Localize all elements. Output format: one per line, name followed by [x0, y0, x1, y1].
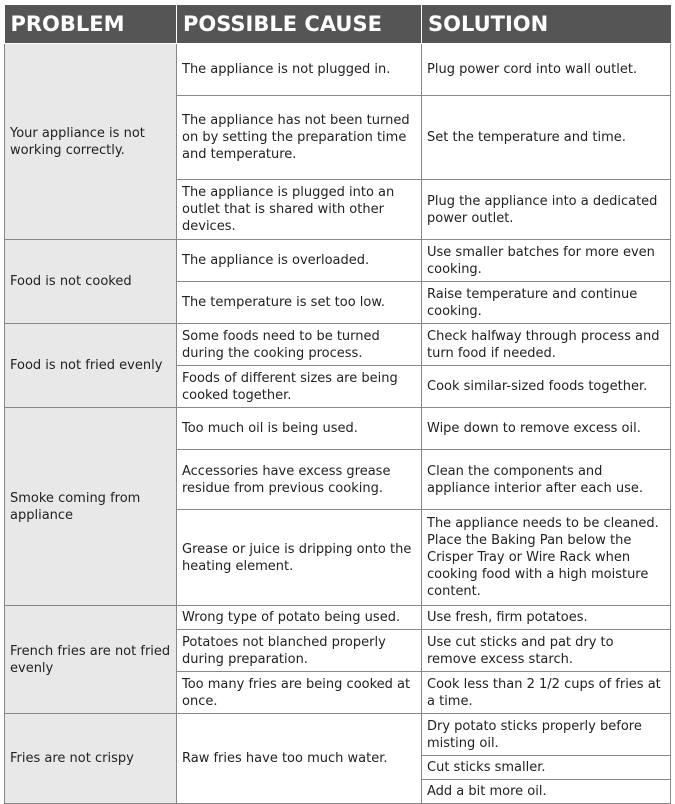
problem-cell: Food is not fried evenly [5, 324, 177, 408]
table-row [5, 44, 671, 96]
problem-cell: Food is not cooked [5, 240, 177, 324]
cause-cell: Some foods need to be turned during the cooking process. [177, 324, 422, 366]
problem-cell: Smoke coming from appliance [5, 408, 177, 606]
cause-cell: Grease or juice is dripping onto the heating element. [177, 510, 422, 606]
cause-cell: The appliance is not plugged in. [177, 44, 422, 96]
table-row [5, 240, 671, 282]
table-row [5, 714, 671, 756]
solution-cell: Cook less than 2 1/2 cups of fries at a time. [422, 672, 671, 714]
cause-cell: Too much oil is being used. [177, 408, 422, 450]
solution-cell: Set the temperature and time. [422, 96, 671, 180]
cause-cell: Too many fries are being cooked at once. [177, 672, 422, 714]
solution-cell: Raise temperature and continue cooking. [422, 282, 671, 324]
table-row [5, 606, 671, 630]
solution-cell: Cut sticks smaller. [422, 756, 671, 780]
cause-cell: The appliance is plugged into an outlet that is shared with other devices. [177, 180, 422, 240]
solution-cell: Use smaller batches for more even cooking. [422, 240, 671, 282]
cause-cell: The temperature is set too low. [177, 282, 422, 324]
header-solution: SOLUTION [422, 5, 671, 44]
cause-cell: Potatoes not blanched properly during preparation. [177, 630, 422, 672]
problem-cell: French fries are not fried evenly [5, 606, 177, 714]
solution-cell: The appliance needs to be cleaned. Place the Baking Pan below the Crisper Tray or Wire Rack when cooking food with a high moisture content. [422, 510, 671, 606]
cause-cell: Raw fries have too much water. [177, 714, 422, 804]
solution-cell: Wipe down to remove excess oil. [422, 408, 671, 450]
problem-cell: Your appliance is not working correctly. [5, 44, 177, 240]
table-row [5, 408, 671, 450]
solution-cell: Add a bit more oil. [422, 780, 671, 804]
solution-cell: Plug the appliance into a dedicated power outlet. [422, 180, 671, 240]
cause-cell: The appliance is overloaded. [177, 240, 422, 282]
problem-cell: Fries are not crispy [5, 714, 177, 804]
solution-cell: Use cut sticks and pat dry to remove excess starch. [422, 630, 671, 672]
troubleshooting-table [4, 5, 671, 804]
solution-cell: Check halfway through process and turn food if needed. [422, 324, 671, 366]
cause-cell: Wrong type of potato being used. [177, 606, 422, 630]
header-possible-cause: POSSIBLE CAUSE [177, 5, 422, 44]
solution-cell: Cook similar-sized foods together. [422, 366, 671, 408]
solution-cell: Use fresh, firm potatoes. [422, 606, 671, 630]
cause-cell: Foods of different sizes are being cooked together. [177, 366, 422, 408]
header-problem: PROBLEM [5, 5, 177, 44]
solution-cell: Plug power cord into wall outlet. [422, 44, 671, 96]
table-body [5, 44, 671, 804]
cause-cell: The appliance has not been turned on by setting the preparation time and temperature. [177, 96, 422, 180]
header-row [5, 5, 671, 44]
table-row [5, 324, 671, 366]
solution-cell: Clean the components and appliance interior after each use. [422, 450, 671, 510]
cause-cell: Accessories have excess grease residue from previous cooking. [177, 450, 422, 510]
solution-cell: Dry potato sticks properly before misting oil. [422, 714, 671, 756]
